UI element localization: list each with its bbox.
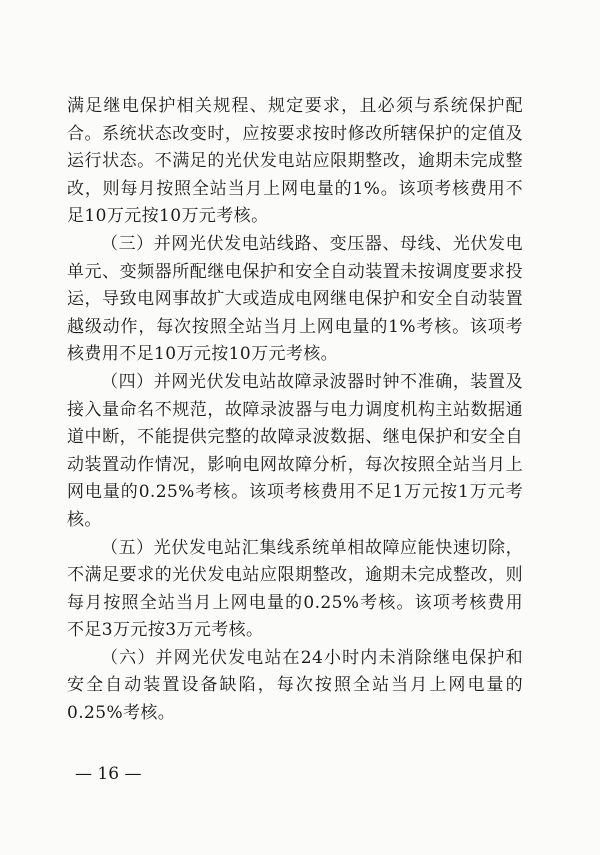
paragraph-item-6: （六）并网光伏发电站在24小时内未消除继电保护和安全自动装置设备缺陷，每次按照全站当月上网电量的0.25%考核。 — [67, 647, 523, 724]
page-number: — 16 — — [75, 764, 142, 784]
paragraph-item-3: （三）并网光伏发电站线路、变压器、母线、光伏发电单元、变频器所配继电保护和安全自动装置未按调度要求投运，导致电网事故扩大或造成电网继电保护和安全自动装置越级动作，每次按照全站当月上网电量的1%考核。该项考核费用不足10万元按10万元考核。 — [67, 233, 523, 365]
paragraph-continuation: 满足继电保护相关规程、规定要求，且必须与系统保护配合。系统状态改变时，应按要求按时修改所辖保护的定值及运行状态。不满足的光伏发电站应限期整改，逾期未完成整改，则每月按照全站当月上网电量的1%。该项考核费用不足10万元按10万元考核。 — [67, 96, 523, 227]
paragraph-item-5: （五）光伏发电站汇集线系统单相故障应能快速切除，不满足要求的光伏发电站应限期整改，逾期未完成整改，则每月按照全站当月上网电量的0.25%考核。该项考核费用不足3万元按3万元考核。 — [67, 537, 523, 641]
paragraph-item-4: （四）并网光伏发电站故障录波器时钟不准确，装置及接入量命名不规范，故障录波器与电力调度机构主站数据通道中断，不能提供完整的故障录波数据、继电保护和安全自动装置动作情况，影响电网故障分析，每次按照全站当月上网电量的0.25%考核。该项考核费用不足1万元按1万元考核。 — [67, 371, 523, 530]
document-body — [67, 93, 523, 728]
